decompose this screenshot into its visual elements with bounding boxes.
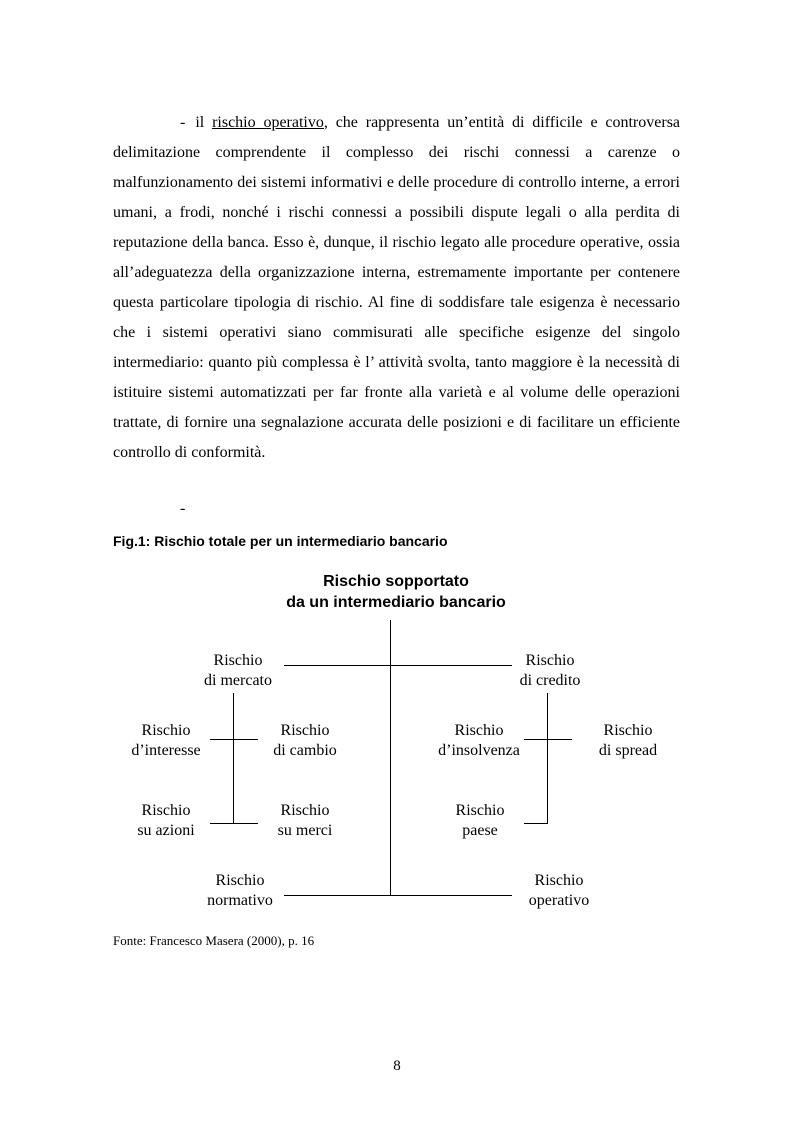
top-branch-line <box>284 665 512 666</box>
diagram-title-line1: Rischio sopportato <box>323 573 469 590</box>
figure-source: Fonte: Francesco Masera (2000), p. 16 <box>113 933 315 948</box>
figure-caption: Fig.1: Rischio totale per un intermediario bancario <box>113 533 448 549</box>
credito-stem-line <box>547 693 548 824</box>
bottom-branch-line <box>284 895 512 896</box>
body-paragraph <box>113 108 680 468</box>
diagram-title <box>246 571 546 613</box>
node-rischio-normativo: Rischio normativo <box>207 872 273 909</box>
list-dash: - <box>180 114 186 131</box>
node-rischio-di-credito: Rischio di credito <box>519 652 581 689</box>
credito-lower-tick <box>524 823 547 824</box>
credito-upper-tick <box>524 739 572 740</box>
diagram-title-line2: da un intermediario bancario <box>286 594 506 611</box>
node-rischio-interesse: Rischio d’interesse <box>131 722 201 759</box>
paragraph-text: , che rappresenta un’entità di difficile e controversa delimitazione comprendente il complesso dei rischi connessi a carenze o malfunzionamento dei sistemi informativi e delle procedure di controllo interne, a errori umani, a frodi, nonché i rischi connessi a possibili dispute legali o alla perdita di reputazione della banca. Esso è, dunque, il rischio legato alle procedure operative, ossia all’adeguatezza della organizzazione interna, estremamente importante per contenere questa particolare tipologia di rischio. Al fine di soddisfare tale esigenza è necessario che i sistemi operativi siano commisurati alle specifiche esigenze del singolo intermediario: quanto più complessa è l’ attività svolta, tanto maggiore è la necessità di istituire sistemi automatizzati per far fronte alla varietà e al volume delle operazioni trattate, di fornire una segnalazione accurata delle posizioni e di facilitare un efficiente controllo di conformità. <box>113 114 681 461</box>
node-rischio-operativo: Rischio operativo <box>528 872 590 909</box>
node-rischio-di-spread: Rischio di spread <box>598 722 658 759</box>
node-rischio-di-mercato: Rischio di mercato <box>204 652 272 689</box>
trailing-dash: - <box>180 500 186 517</box>
paragraph-prefix: il <box>195 114 205 131</box>
node-rischio-di-cambio: Rischio di cambio <box>273 722 337 759</box>
mercato-upper-tick <box>210 739 258 740</box>
node-rischio-insolvenza: Rischio d’insolvenza <box>438 722 520 759</box>
page-number: 8 <box>393 1058 401 1074</box>
node-rischio-su-merci: Rischio su merci <box>277 802 333 839</box>
node-rischio-su-azioni: Rischio su azioni <box>137 802 195 839</box>
node-rischio-paese: Rischio paese <box>455 802 505 839</box>
mercato-lower-tick <box>210 823 258 824</box>
mercato-stem-line <box>233 693 234 824</box>
main-trunk-line <box>390 620 391 896</box>
term-rischio-operativo: rischio operativo <box>212 114 324 131</box>
